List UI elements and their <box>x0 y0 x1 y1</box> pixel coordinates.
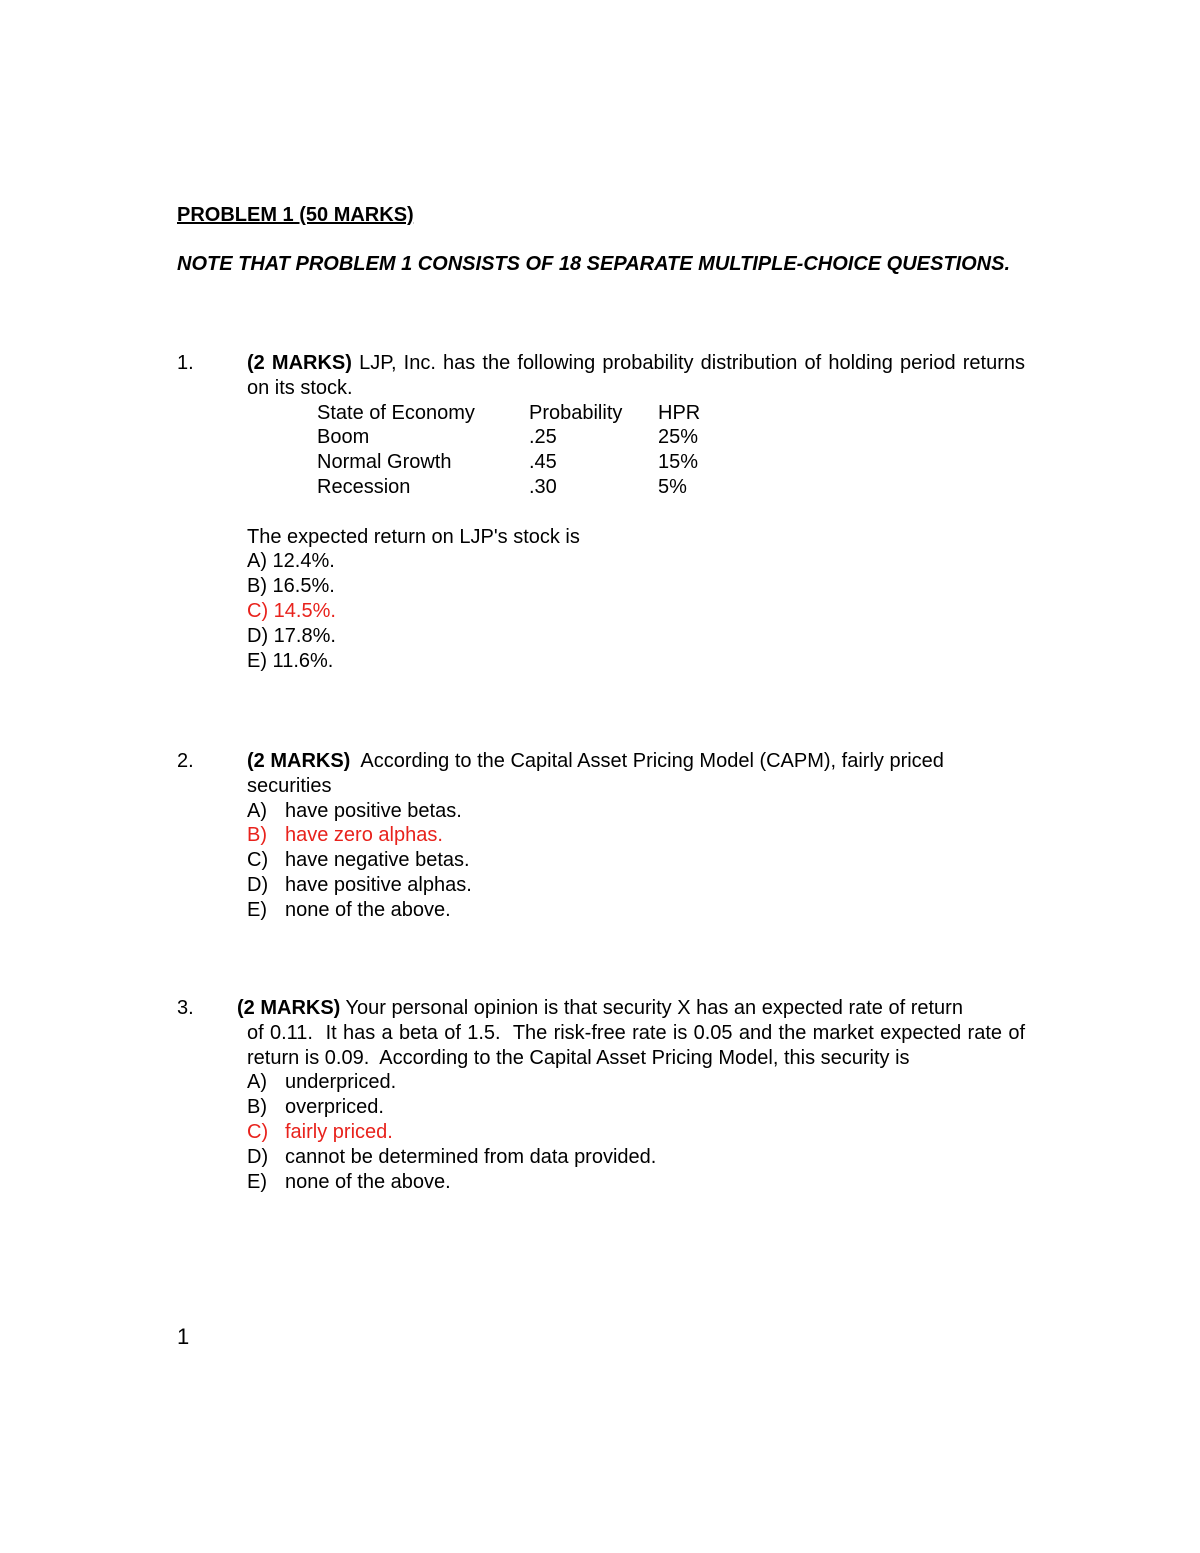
question-1-options <box>247 549 1025 673</box>
table-cell: .30 <box>529 475 557 498</box>
table-cell: Recession <box>317 475 411 498</box>
answer-option-d <box>247 873 1025 898</box>
option-letter: B) <box>247 824 267 847</box>
question-1-prompt: The expected return on LJP's stock is <box>247 525 580 548</box>
table-header-hpr: HPR <box>658 401 701 424</box>
table-cell: .45 <box>529 451 557 474</box>
table-row <box>247 450 738 475</box>
option-text: overpriced. <box>285 1096 384 1119</box>
table-cell: Boom <box>317 426 370 449</box>
answer-option-a <box>247 1070 1025 1095</box>
table-cell: 25% <box>658 426 699 449</box>
answer-option-c-correct: C) 14.5%. <box>247 599 336 622</box>
question-2 <box>177 749 1025 923</box>
problem-heading: PROBLEM 1 (50 MARKS) <box>177 204 414 226</box>
table-cell: 15% <box>658 451 699 474</box>
question-2-number: 2. <box>177 750 194 772</box>
option-letter: A) <box>247 1071 267 1094</box>
answer-option-b: B) 16.5%. <box>247 575 335 598</box>
option-text: have positive alphas. <box>285 873 472 896</box>
table-cell: .25 <box>529 426 557 449</box>
question-3-stem-text: Your personal opinion is that security X has an expected rate of return <box>340 997 963 1019</box>
question-3-marks: (2 MARKS) <box>237 997 341 1019</box>
option-letter: A) <box>247 799 267 822</box>
answer-option-e <box>247 1170 1025 1195</box>
option-text: none of the above. <box>285 898 451 921</box>
option-text: have zero alphas. <box>285 824 443 847</box>
option-letter: C) <box>247 1120 269 1143</box>
question-2-stem-text: According to the Capital Asset Pricing Model (CAPM), fairly priced securities <box>247 750 950 797</box>
question-3 <box>177 996 1031 1194</box>
option-letter: E) <box>247 1170 267 1193</box>
answer-option-d <box>247 1145 1025 1170</box>
probability-distribution-table <box>247 401 738 500</box>
option-letter: D) <box>247 1145 269 1168</box>
table-cell: Normal Growth <box>317 451 452 474</box>
question-2-stem <box>247 749 1007 799</box>
question-1 <box>177 351 1025 673</box>
answer-option-e: E) 11.6%. <box>247 649 334 672</box>
option-text: have positive betas. <box>285 799 462 822</box>
answer-option-b-correct <box>247 823 1025 848</box>
option-text: fairly priced. <box>285 1120 393 1143</box>
option-text: none of the above. <box>285 1170 451 1193</box>
question-2-marks: (2 MARKS) <box>247 750 351 772</box>
question-3-stem-first <box>237 996 1025 1021</box>
table-header-probability: Probability <box>529 401 623 424</box>
option-text: underpriced. <box>285 1071 397 1094</box>
option-text: cannot be determined from data provided. <box>285 1145 657 1168</box>
question-3-options <box>247 1070 1025 1194</box>
option-letter: B) <box>247 1096 267 1119</box>
question-2-options <box>247 799 1025 923</box>
page-number: 1 <box>177 1324 190 1349</box>
option-letter: E) <box>247 898 267 921</box>
question-1-number: 1. <box>177 352 194 374</box>
question-3-stem-rest: of 0.11. It has a beta of 1.5. The risk-free rate is 0.05 and the market expected rate of return is 0.09. According to the Capital Asset Pricing Model, this security is <box>247 1021 1031 1069</box>
option-text: have negative betas. <box>285 849 470 872</box>
answer-option-b <box>247 1095 1025 1120</box>
answer-option-d: D) 17.8%. <box>247 624 336 647</box>
answer-option-c <box>247 848 1025 873</box>
table-row <box>247 425 738 450</box>
table-row <box>247 475 738 500</box>
question-3-number: 3. <box>177 997 194 1019</box>
answer-option-a: A) 12.4%. <box>247 550 335 573</box>
answer-option-e <box>247 898 1025 923</box>
table-header-state: State of Economy <box>317 401 475 424</box>
option-letter: C) <box>247 849 269 872</box>
question-1-stem-text: LJP, Inc. has the following probability distribution of holding period returns on its stock. <box>247 352 1025 399</box>
option-letter: D) <box>247 873 269 896</box>
answer-option-a <box>247 799 1025 824</box>
question-1-marks: (2 MARKS) <box>247 352 352 374</box>
table-header-row <box>247 401 738 426</box>
table-cell: 5% <box>658 475 687 498</box>
question-1-stem <box>247 351 1025 401</box>
answer-option-c-correct <box>247 1120 1025 1145</box>
problem-note: NOTE THAT PROBLEM 1 CONSISTS OF 18 SEPARATE MULTIPLE-CHOICE QUESTIONS. <box>177 253 1011 275</box>
